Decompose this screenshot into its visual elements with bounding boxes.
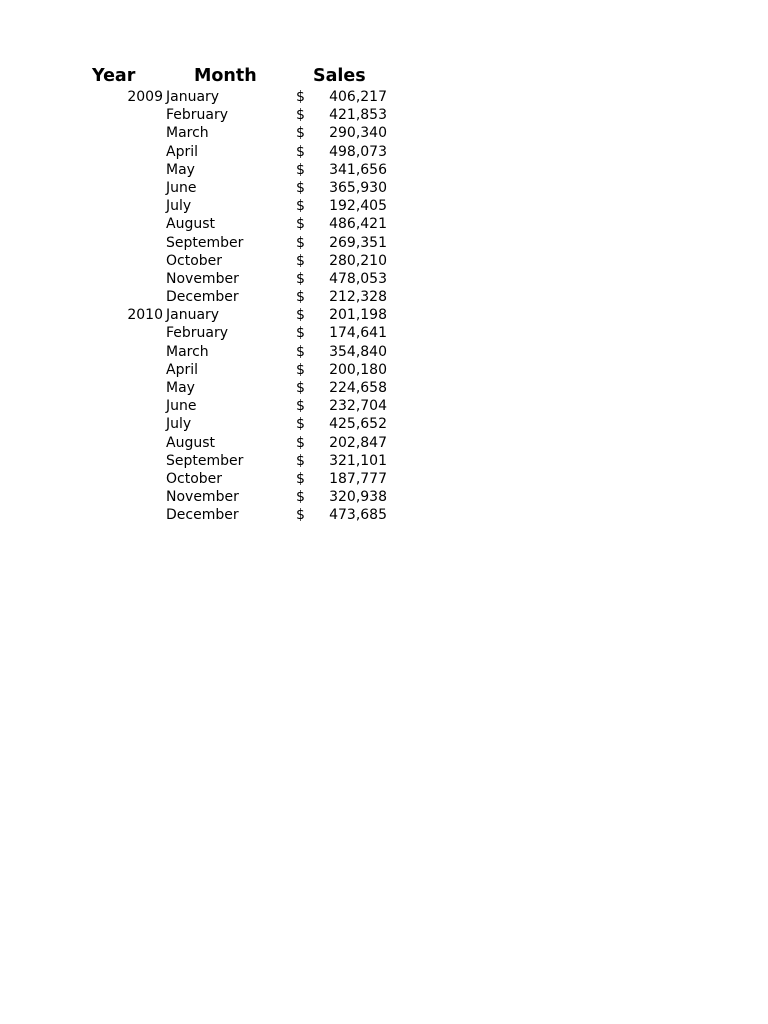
cell-currency-symbol: $ [296,89,305,105]
cell-currency-symbol: $ [296,325,305,342]
cell-month: March [166,343,209,360]
table-row [0,106,768,124]
cell-sales: 290,340 [329,125,387,142]
cell-month: October [166,470,223,487]
cell-sales: 192,405 [329,198,387,215]
cell-month: September [166,452,244,469]
table-row [0,324,768,342]
cell-currency-symbol: $ [296,489,305,506]
cell-currency-symbol: $ [296,234,305,251]
cell-currency-symbol: $ [296,361,305,378]
header-year: Year [92,66,136,86]
cell-currency-symbol: $ [296,343,305,360]
table-row [0,161,768,179]
cell-month: March [166,125,209,142]
cell-month: January [166,307,220,324]
cell-currency-symbol: $ [296,270,305,287]
cell-month: May [166,161,195,178]
cell-year: 2009 [127,89,163,105]
cell-month: June [166,398,197,415]
cell-month: April [166,143,198,160]
table-row [0,270,768,288]
table-row [0,379,768,397]
cell-month: October [166,252,223,269]
table-row [0,415,768,433]
cell-month: November [166,270,239,287]
cell-currency-symbol: $ [296,289,305,306]
table-row [0,234,768,252]
cell-sales: 421,853 [329,107,387,124]
table-row [0,397,768,415]
cell-sales: 212,328 [329,289,387,306]
table-row [0,88,768,106]
table-row [0,434,768,452]
header-month: Month [194,66,257,86]
cell-sales: 365,930 [329,179,387,196]
cell-sales: 341,656 [329,161,387,178]
table-row [0,506,768,524]
cell-sales: 498,073 [329,143,387,160]
table-body [0,88,768,525]
cell-sales: 354,840 [329,343,387,360]
cell-currency-symbol: $ [296,398,305,415]
cell-currency-symbol: $ [296,434,305,451]
table-row [0,470,768,488]
cell-currency-symbol: $ [296,179,305,196]
cell-month: July [166,416,192,433]
cell-sales: 232,704 [329,398,387,415]
header-sales: Sales [313,66,366,86]
cell-month: November [166,489,239,506]
cell-sales: 187,777 [329,470,387,487]
cell-month: December [166,289,239,306]
table-row [0,215,768,233]
cell-sales: 486,421 [329,216,387,233]
cell-currency-symbol: $ [296,307,305,324]
cell-sales: 269,351 [329,234,387,251]
cell-year: 2010 [127,307,163,324]
cell-currency-symbol: $ [296,470,305,487]
cell-month: May [166,380,195,396]
table-row [0,306,768,324]
cell-month: June [166,179,197,196]
cell-currency-symbol: $ [296,125,305,142]
cell-month: July [166,198,192,215]
table-row [0,143,768,161]
cell-sales: 320,938 [329,489,387,506]
cell-month: April [166,361,198,378]
table-row [0,452,768,470]
cell-currency-symbol: $ [296,252,305,269]
table-row [0,343,768,361]
cell-sales: 478,053 [329,270,387,287]
cell-sales: 201,198 [329,307,387,324]
cell-sales: 224,658 [329,380,387,396]
cell-month: December [166,507,239,524]
cell-currency-symbol: $ [296,107,305,124]
table-row [0,124,768,142]
cell-sales: 406,217 [329,89,387,105]
cell-sales: 473,685 [329,507,387,524]
cell-month: September [166,234,244,251]
table-row [0,179,768,197]
table-row [0,197,768,215]
table-row [0,488,768,506]
cell-currency-symbol: $ [296,143,305,160]
cell-month: February [166,325,229,342]
cell-currency-symbol: $ [296,198,305,215]
cell-month: August [166,216,215,233]
cell-currency-symbol: $ [296,380,305,396]
cell-currency-symbol: $ [296,416,305,433]
table-row [0,361,768,379]
cell-sales: 202,847 [329,434,387,451]
cell-month: January [166,89,220,105]
cell-month: August [166,434,215,451]
cell-sales: 425,652 [329,416,387,433]
table-row [0,288,768,306]
cell-currency-symbol: $ [296,216,305,233]
cell-sales: 200,180 [329,361,387,378]
cell-sales: 321,101 [329,452,387,469]
cell-sales: 280,210 [329,252,387,269]
table-row [0,252,768,270]
cell-currency-symbol: $ [296,161,305,178]
cell-currency-symbol: $ [296,507,305,524]
cell-sales: 174,641 [329,325,387,342]
cell-month: February [166,107,229,124]
cell-currency-symbol: $ [296,452,305,469]
